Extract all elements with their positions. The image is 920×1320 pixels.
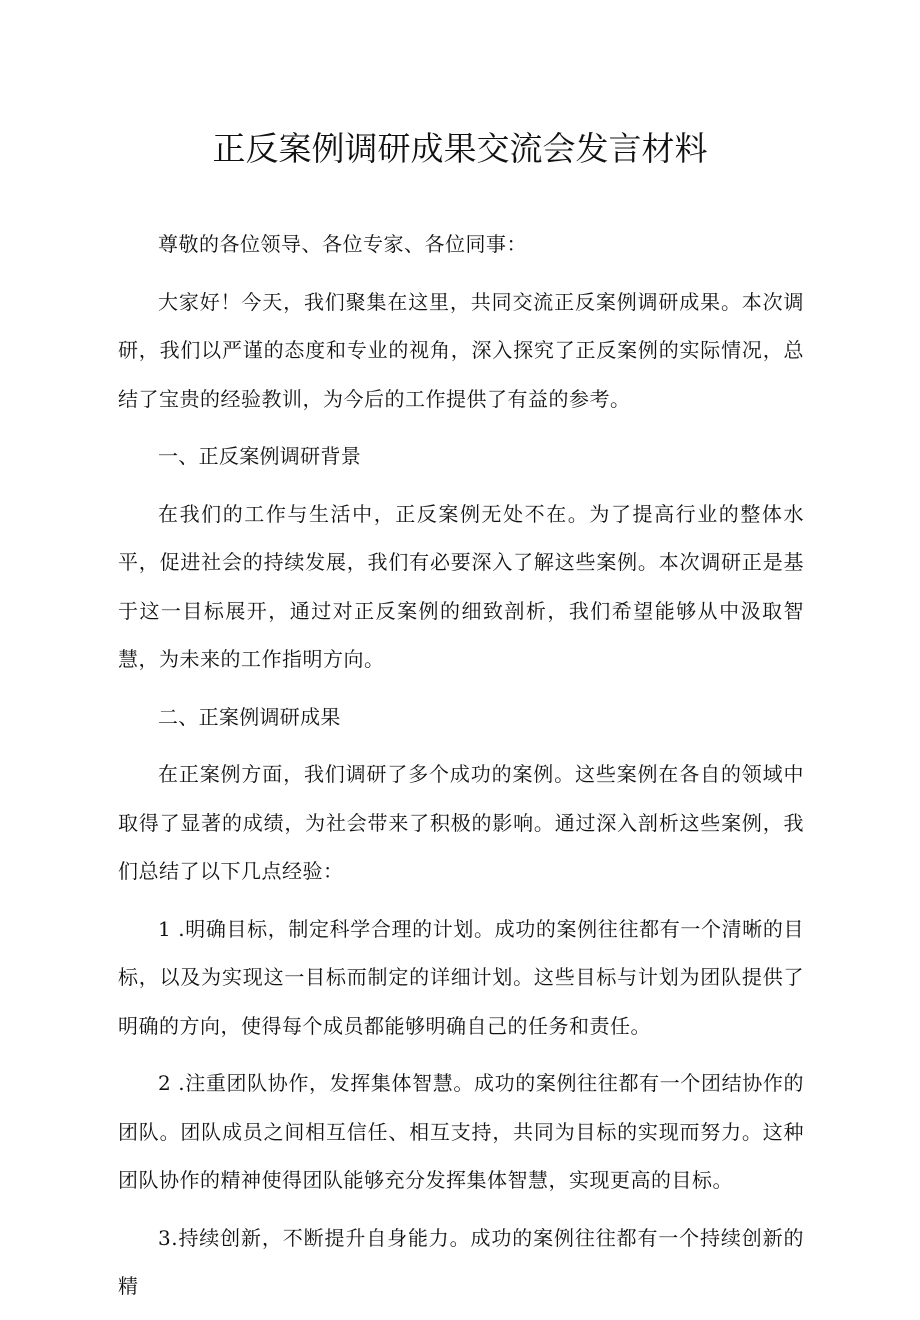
- document-title: 正反案例调研成果交流会发言材料: [212, 129, 708, 168]
- background-paragraph: 在我们的工作与生活中，正反案例无处不在。为了提高行业的整体水平，促进社会的持续发展，我们有必要深入了解这些案例。本次调研正是基于这一目标展开，通过对正反案例的细致剖析，我们希望能够从中汲取智慧，为未来的工作指明方向。: [118, 501, 804, 671]
- salutation-paragraph: 尊敬的各位领导、各位专家、各位同事：: [158, 232, 527, 256]
- document-body: [118, 220, 804, 1320]
- list-item-2: 2 .注重团队协作，发挥集体智慧。成功的案例往往都有一个团结协作的团队。团队成员之间相互信任、相互支持，共同为目标的实现而努力。这种团队协作的精神使得团队能够充分发挥集体智慧，实现更高的目标。: [118, 1071, 804, 1192]
- section-heading-background: 一、正反案例调研背景: [158, 444, 361, 468]
- opening-paragraph: 大家好！今天，我们聚集在这里，共同交流正反案例调研成果。本次调研，我们以严谨的态度和专业的视角，深入探究了正反案例的实际情况，总结了宝贵的经验教训，为今后的工作提供了有益的参考。: [118, 289, 804, 411]
- list-item-1: 1 .明确目标，制定科学合理的计划。成功的案例往往都有一个清晰的目标，以及为实现这一目标而制定的详细计划。这些目标与计划为团队提供了明确的方向，使得每个成员都能够明确自己的任务和责任。: [118, 916, 804, 1038]
- positive-results-paragraph: 在正案例方面，我们调研了多个成功的案例。这些案例在各自的领域中取得了显著的成绩，为社会带来了积极的影响。通过深入剖析这些案例，我们总结了以下几点经验：: [118, 762, 804, 883]
- list-item-3: 3.持续创新，不断提升自身能力。成功的案例往往都有一个持续创新的精: [118, 1225, 804, 1298]
- section-heading-positive-results: 二、正案例调研成果: [158, 704, 341, 729]
